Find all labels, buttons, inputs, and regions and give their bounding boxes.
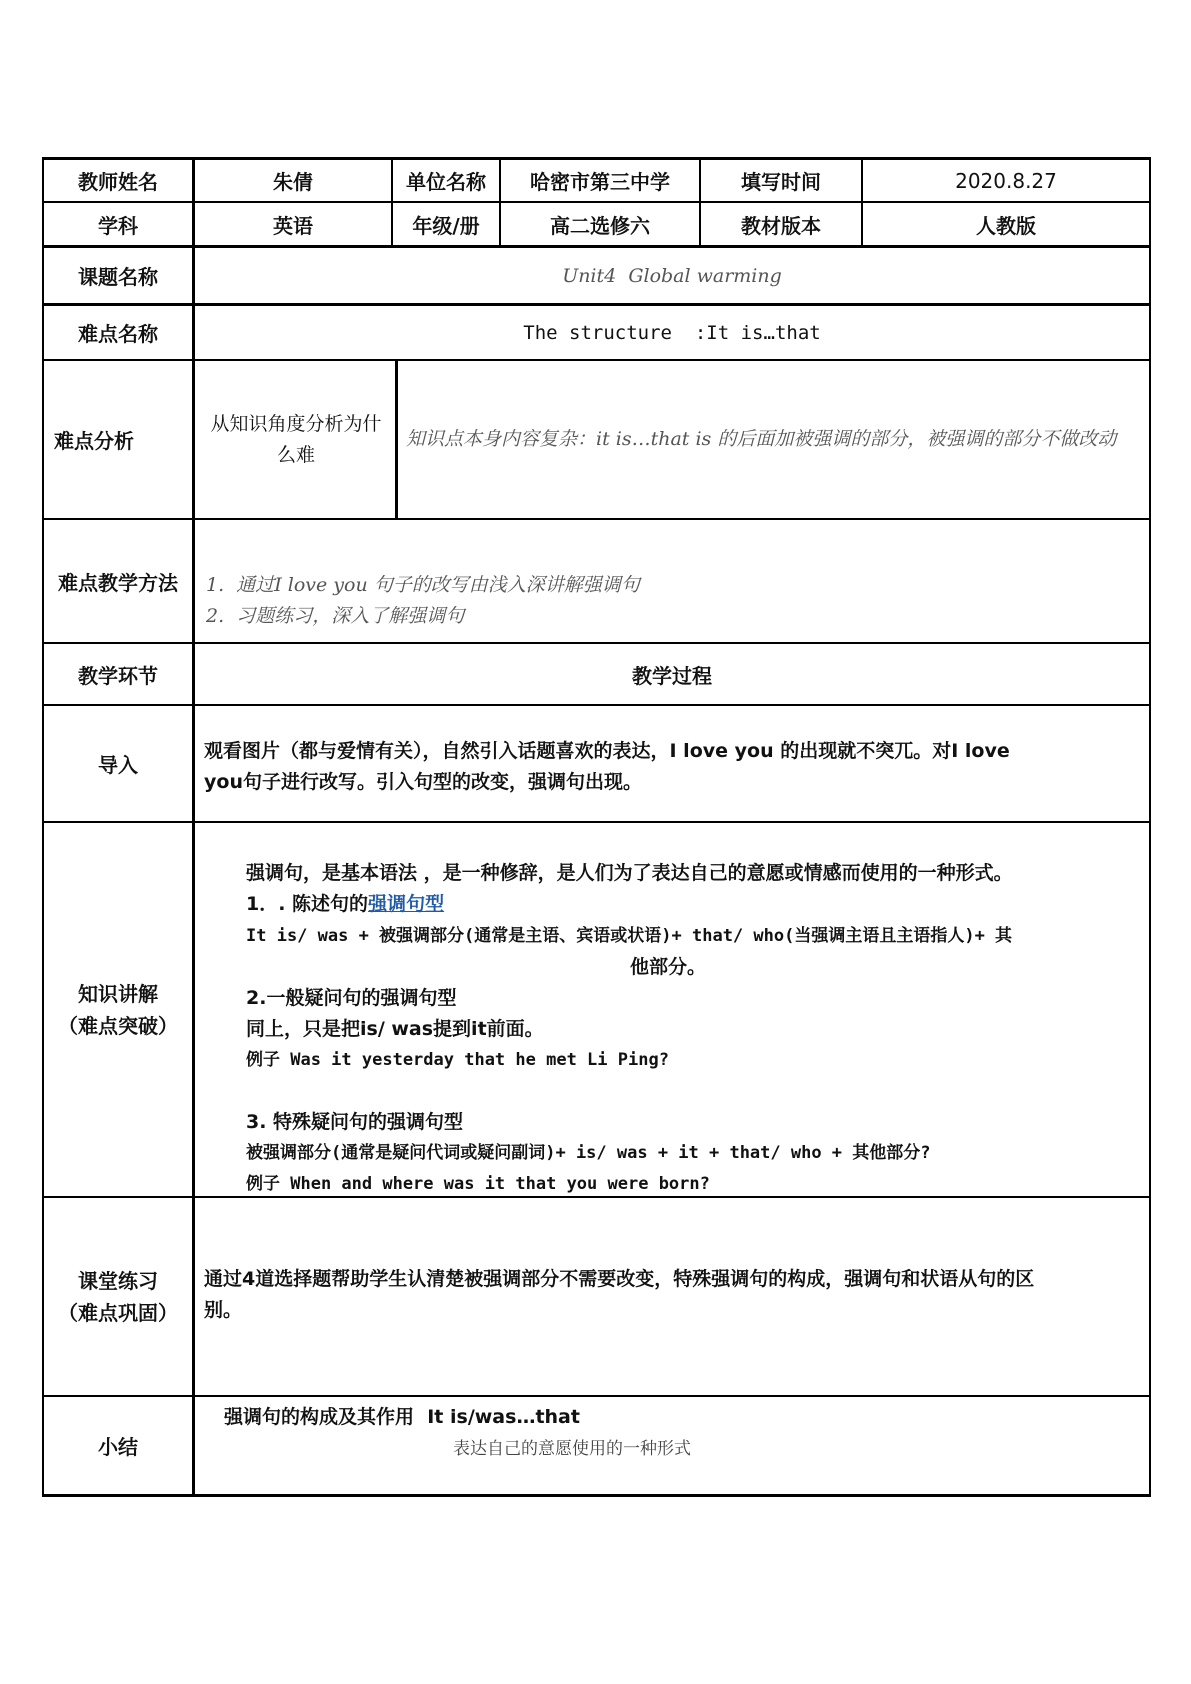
date-label: 填写时间 [741, 170, 821, 194]
emphatic-pattern-link[interactable]: 强调句型 [368, 893, 445, 915]
knowledge-intro: 强调句，是基本语法 ，是一种修辞，是人们为了表达自己的意愿或情感而使用的一种形式。 [246, 862, 1013, 884]
grade-label: 年级/册 [412, 213, 480, 238]
knowledge-point-2-desc: 同上，只是把is/ was提到it前面。 [246, 1018, 544, 1040]
analysis-text: 知识点本身内容复杂：it is…that is 的后面加被强调的部分，被强调的部分不做改动 [406, 428, 1117, 450]
teacher-name-label: 教师姓名 [78, 170, 158, 194]
practice-line-2: 别。 [204, 1299, 243, 1321]
process-label: 教学过程 [632, 663, 712, 688]
summary-line-1: 强调句的构成及其作用 It is/was…that [224, 1406, 580, 1428]
edition-label: 教材版本 [741, 213, 821, 238]
knowledge-point-1 [246, 889, 444, 916]
knowledge-point-1-prefix: 1．. 陈述句的 [246, 893, 369, 915]
date-value: 2020.8.27 [955, 168, 1057, 193]
intro-label: 导入 [98, 753, 138, 777]
difficulty-value: The structure :It is…that [523, 321, 821, 344]
summary-label: 小结 [98, 1435, 138, 1459]
analysis-label: 难点分析 [54, 429, 134, 453]
difficulty-label: 难点名称 [78, 322, 158, 346]
practice-label-line-1: 课堂练习 [78, 1268, 158, 1293]
knowledge-pattern-1-end: 他部分。 [630, 956, 707, 978]
intro-line-1: 观看图片（都与爱情有关），自然引入话题喜欢的表达，I love you 的出现就不突兀。对I love [204, 740, 1010, 762]
process-step-label: 教学环节 [78, 663, 158, 688]
knowledge-example-3: 例子 When and where was it that you were born? [246, 1174, 710, 1194]
method-item-2: 2. 习题练习，深入了解强调句 [206, 605, 465, 627]
subject-value: 英语 [273, 213, 313, 238]
teacher-name-value: 朱倩 [273, 170, 313, 194]
subject-label: 学科 [98, 213, 138, 238]
intro-line-2: you句子进行改写。引入句型的改变，强调句出现。 [204, 771, 642, 793]
knowledge-point-3: 3. 特殊疑问句的强调句型 [246, 1111, 464, 1133]
topic-value: Unit4 Global warming [562, 264, 782, 287]
unit-name-value: 哈密市第三中学 [530, 170, 670, 194]
topic-label: 课题名称 [78, 265, 158, 289]
edition-value: 人教版 [976, 213, 1036, 238]
method-label: 难点教学方法 [58, 570, 178, 595]
analysis-sub-label: 从知识角度分析为什么难 [210, 412, 382, 466]
knowledge-label-line-1: 知识讲解 [78, 981, 158, 1006]
unit-name-label: 单位名称 [406, 170, 486, 194]
practice-label-line-2: （难点巩固） [58, 1300, 178, 1325]
summary-line-2: 表达自己的意愿使用的一种形式 [453, 1439, 691, 1459]
practice-label [44, 1198, 192, 1395]
knowledge-pattern-3: 被强调部分(通常是疑问代词或疑问副词)+ is/ was + it + that/ who + 其他部分? [246, 1143, 931, 1163]
knowledge-label [44, 823, 192, 1196]
knowledge-example-1: 例子 Was it yesterday that he met Li Ping? [246, 1050, 669, 1070]
knowledge-point-2: 2.一般疑问句的强调句型 [246, 987, 457, 1009]
grade-value: 高二选修六 [550, 213, 650, 238]
method-item-1: 1. 通过I love you 句子的改写由浅入深讲解强调句 [206, 574, 640, 596]
knowledge-pattern-1: It is/ was + 被强调部分(通常是主语、宾语或状语)+ that/ who(当强调主语且主语指人)+ 其 [246, 926, 1013, 946]
knowledge-label-line-2: （难点突破） [58, 1013, 178, 1038]
practice-line-1: 通过4道选择题帮助学生认清楚被强调部分不需要改变，特殊强调句的构成，强调句和状语从句的区 [204, 1268, 1035, 1290]
